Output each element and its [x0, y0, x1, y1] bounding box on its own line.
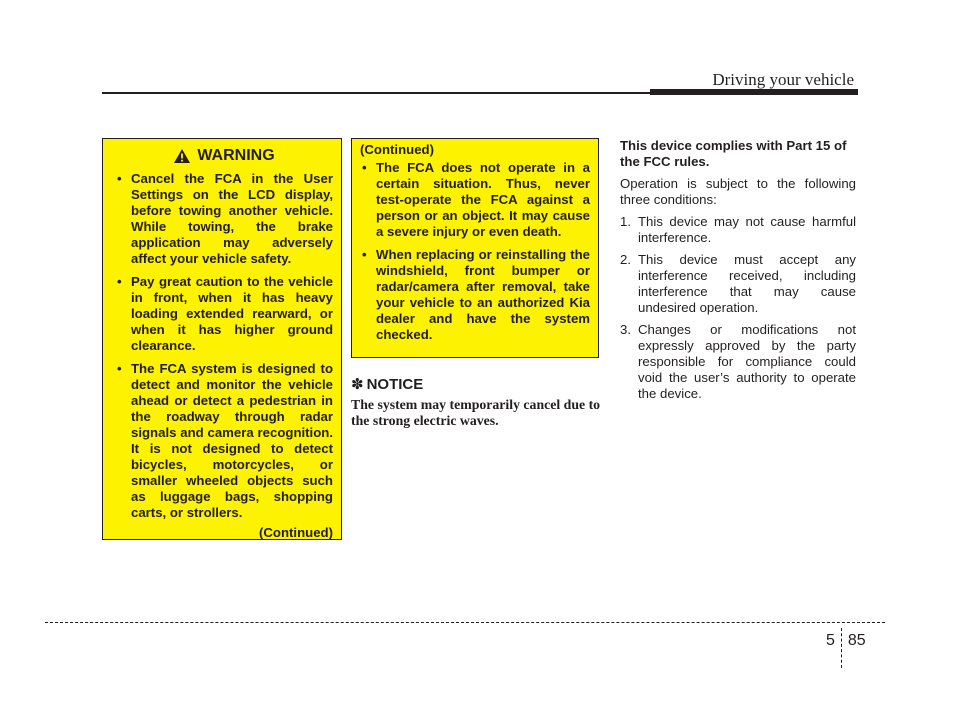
list-item: 1. This device may not cause harmful interference.	[620, 214, 856, 245]
footer-rule	[45, 622, 885, 623]
list-item: • Pay great caution to the vehicle in front, when it has heavy loading extended rearward, or when it has higher ground clearance.	[117, 274, 333, 353]
page-number	[826, 628, 866, 668]
list-item: • Cancel the FCA in the User Settings on the LCD display, before towing another vehicle. While towing, the brake application may adversely affect your vehicle safety.	[117, 171, 333, 266]
notice-star-icon: ✽	[351, 376, 364, 393]
list-item: • When replacing or reinstalling the windshield, front bumper or radar/camera after removal, take your vehicle to an authorized Kia dealer and have the system checked.	[362, 247, 590, 342]
notice-heading	[351, 375, 603, 393]
notice-title: NOTICE	[366, 375, 424, 393]
fcc-intro: This device complies with Part 15 of the FCC rules.	[620, 138, 847, 169]
page-number-value: 85	[847, 632, 866, 649]
continued-list	[360, 160, 590, 343]
warning-triangle-icon	[173, 148, 191, 164]
fcc-conditions	[620, 214, 856, 402]
list-item: 2. This device must accept any interference received, including interference that may cause undesired operation.	[620, 252, 856, 315]
warning-heading	[115, 145, 333, 167]
page-number-divider	[841, 628, 842, 668]
continued-warning-box	[351, 138, 599, 358]
continued-header: (Continued)	[360, 142, 434, 157]
list-item: • The FCA system is designed to detect and monitor the vehicle ahead or detect a pedestrian in the roadway through radar signals and camera recognition. It is not designed to detect bicycles, motorcycles, or smaller wheeled objects such as luggage bags, shopping carts, or strollers.	[117, 361, 333, 520]
notice-text: The system may temporarily cancel due to the strong electric waves.	[351, 397, 601, 428]
chapter-number: 5	[826, 632, 835, 649]
list-item: 3. Changes or modifications not expressly approved by the party responsible for compliance could void the user’s authority to operate the device.	[620, 322, 856, 401]
warning-title: WARNING	[197, 147, 275, 164]
notice-section	[351, 375, 603, 429]
fcc-lead: Operation is subject to the following three conditions:	[620, 176, 856, 207]
list-item: • The FCA does not operate in a certain situation. Thus, never test-operate the FCA against a person or an object. It may cause a severe injury or even death.	[362, 160, 590, 239]
warning-list	[115, 171, 333, 521]
fcc-section	[620, 138, 856, 408]
header-rule-accent	[650, 89, 858, 95]
section-title: Driving your vehicle	[712, 70, 854, 89]
warning-box	[102, 138, 342, 540]
continued-label: (Continued)	[259, 525, 333, 540]
